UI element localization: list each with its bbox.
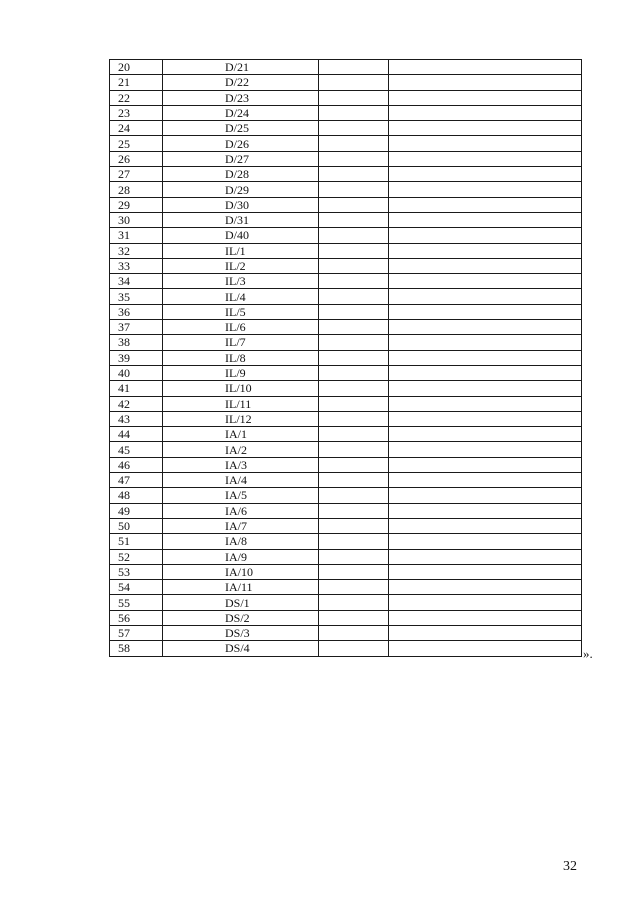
blank-cell-b (389, 335, 582, 350)
table-row (110, 274, 582, 289)
row-number-cell: 30 (110, 212, 163, 227)
blank-cell-b (389, 488, 582, 503)
code-cell: IL/7 (163, 335, 319, 350)
page-number: 32 (563, 859, 577, 874)
code-cell: IL/10 (163, 381, 319, 396)
blank-cell-b (389, 396, 582, 411)
blank-cell-a (319, 396, 389, 411)
code-cell: IA/4 (163, 473, 319, 488)
table-row (110, 365, 582, 380)
code-cell: D/27 (163, 151, 319, 166)
blank-cell-a (319, 610, 389, 625)
blank-cell-a (319, 503, 389, 518)
table-row (110, 427, 582, 442)
blank-cell-b (389, 503, 582, 518)
code-cell: DS/2 (163, 610, 319, 625)
code-cell: IL/4 (163, 289, 319, 304)
table-row (110, 641, 582, 656)
closing-quote-mark: ». (583, 646, 593, 661)
register-table-body (110, 60, 582, 657)
row-number-cell: 53 (110, 564, 163, 579)
table-row (110, 228, 582, 243)
row-number-cell: 55 (110, 595, 163, 610)
row-number-cell: 57 (110, 625, 163, 640)
row-number-cell: 52 (110, 549, 163, 564)
table-row (110, 473, 582, 488)
code-cell: IL/12 (163, 411, 319, 426)
blank-cell-a (319, 304, 389, 319)
blank-cell-b (389, 641, 582, 656)
row-number-cell: 50 (110, 518, 163, 533)
blank-cell-b (389, 121, 582, 136)
code-cell: IA/2 (163, 442, 319, 457)
blank-cell-a (319, 136, 389, 151)
row-number-cell: 51 (110, 534, 163, 549)
table-row (110, 304, 582, 319)
row-number-cell: 35 (110, 289, 163, 304)
blank-cell-a (319, 580, 389, 595)
code-cell: IA/1 (163, 427, 319, 442)
blank-cell-b (389, 197, 582, 212)
code-cell: IL/9 (163, 365, 319, 380)
table-row (110, 320, 582, 335)
blank-cell-a (319, 457, 389, 472)
code-cell: D/31 (163, 212, 319, 227)
code-cell: D/28 (163, 167, 319, 182)
row-number-cell: 26 (110, 151, 163, 166)
code-cell: DS/1 (163, 595, 319, 610)
row-number-cell: 58 (110, 641, 163, 656)
table-row (110, 197, 582, 212)
blank-cell-b (389, 304, 582, 319)
blank-cell-b (389, 90, 582, 105)
table-row (110, 105, 582, 120)
blank-cell-a (319, 350, 389, 365)
code-cell: IL/6 (163, 320, 319, 335)
table-row (110, 411, 582, 426)
blank-cell-b (389, 60, 582, 75)
code-cell: D/24 (163, 105, 319, 120)
blank-cell-b (389, 243, 582, 258)
code-cell: IL/1 (163, 243, 319, 258)
blank-cell-a (319, 289, 389, 304)
table-row (110, 518, 582, 533)
table-row (110, 610, 582, 625)
blank-cell-b (389, 381, 582, 396)
blank-cell-a (319, 595, 389, 610)
row-number-cell: 49 (110, 503, 163, 518)
table-row (110, 549, 582, 564)
row-number-cell: 24 (110, 121, 163, 136)
row-number-cell: 34 (110, 274, 163, 289)
table-row (110, 243, 582, 258)
blank-cell-a (319, 641, 389, 656)
blank-cell-b (389, 365, 582, 380)
blank-cell-b (389, 258, 582, 273)
blank-cell-a (319, 518, 389, 533)
blank-cell-b (389, 549, 582, 564)
code-cell: IA/7 (163, 518, 319, 533)
blank-cell-b (389, 442, 582, 457)
table-row (110, 60, 582, 75)
row-number-cell: 46 (110, 457, 163, 472)
code-cell: DS/3 (163, 625, 319, 640)
code-cell: IA/5 (163, 488, 319, 503)
row-number-cell: 37 (110, 320, 163, 335)
blank-cell-a (319, 243, 389, 258)
row-number-cell: 43 (110, 411, 163, 426)
table-row (110, 564, 582, 579)
blank-cell-a (319, 151, 389, 166)
code-cell: DS/4 (163, 641, 319, 656)
row-number-cell: 54 (110, 580, 163, 595)
row-number-cell: 31 (110, 228, 163, 243)
blank-cell-b (389, 580, 582, 595)
blank-cell-a (319, 197, 389, 212)
code-cell: IA/10 (163, 564, 319, 579)
blank-cell-b (389, 320, 582, 335)
blank-cell-b (389, 136, 582, 151)
code-cell: IA/8 (163, 534, 319, 549)
blank-cell-b (389, 411, 582, 426)
blank-cell-a (319, 167, 389, 182)
table-row (110, 580, 582, 595)
blank-cell-b (389, 610, 582, 625)
blank-cell-a (319, 381, 389, 396)
table-row (110, 258, 582, 273)
code-cell: IL/5 (163, 304, 319, 319)
blank-cell-b (389, 212, 582, 227)
row-number-cell: 40 (110, 365, 163, 380)
table-row (110, 151, 582, 166)
register-table (109, 59, 582, 657)
blank-cell-b (389, 518, 582, 533)
row-number-cell: 39 (110, 350, 163, 365)
blank-cell-a (319, 625, 389, 640)
table-row (110, 75, 582, 90)
blank-cell-a (319, 411, 389, 426)
blank-cell-b (389, 564, 582, 579)
row-number-cell: 22 (110, 90, 163, 105)
table-row (110, 381, 582, 396)
blank-cell-b (389, 473, 582, 488)
code-cell: D/40 (163, 228, 319, 243)
table-row (110, 121, 582, 136)
blank-cell-b (389, 595, 582, 610)
table-row (110, 136, 582, 151)
row-number-cell: 32 (110, 243, 163, 258)
row-number-cell: 47 (110, 473, 163, 488)
blank-cell-a (319, 212, 389, 227)
blank-cell-b (389, 289, 582, 304)
row-number-cell: 33 (110, 258, 163, 273)
blank-cell-a (319, 488, 389, 503)
blank-cell-a (319, 228, 389, 243)
blank-cell-b (389, 274, 582, 289)
blank-cell-a (319, 335, 389, 350)
code-cell: D/23 (163, 90, 319, 105)
blank-cell-a (319, 320, 389, 335)
blank-cell-b (389, 182, 582, 197)
table-row (110, 595, 582, 610)
code-cell: IA/6 (163, 503, 319, 518)
code-cell: IL/2 (163, 258, 319, 273)
table-row (110, 167, 582, 182)
table-row (110, 212, 582, 227)
code-cell: IL/8 (163, 350, 319, 365)
blank-cell-a (319, 274, 389, 289)
table-row (110, 503, 582, 518)
blank-cell-a (319, 365, 389, 380)
blank-cell-a (319, 473, 389, 488)
blank-cell-a (319, 75, 389, 90)
blank-cell-a (319, 105, 389, 120)
code-cell: IL/3 (163, 274, 319, 289)
row-number-cell: 42 (110, 396, 163, 411)
row-number-cell: 25 (110, 136, 163, 151)
row-number-cell: 28 (110, 182, 163, 197)
code-cell: D/21 (163, 60, 319, 75)
code-cell: D/25 (163, 121, 319, 136)
code-cell: D/26 (163, 136, 319, 151)
blank-cell-a (319, 564, 389, 579)
row-number-cell: 27 (110, 167, 163, 182)
row-number-cell: 29 (110, 197, 163, 212)
table-row (110, 396, 582, 411)
blank-cell-b (389, 151, 582, 166)
table-row (110, 488, 582, 503)
code-cell: IL/11 (163, 396, 319, 411)
blank-cell-b (389, 105, 582, 120)
code-cell: D/29 (163, 182, 319, 197)
blank-cell-b (389, 75, 582, 90)
code-cell: IA/9 (163, 549, 319, 564)
table-row (110, 442, 582, 457)
blank-cell-a (319, 90, 389, 105)
table-row (110, 625, 582, 640)
row-number-cell: 21 (110, 75, 163, 90)
code-cell: IA/11 (163, 580, 319, 595)
row-number-cell: 23 (110, 105, 163, 120)
row-number-cell: 20 (110, 60, 163, 75)
code-cell: D/22 (163, 75, 319, 90)
blank-cell-a (319, 60, 389, 75)
row-number-cell: 45 (110, 442, 163, 457)
row-number-cell: 48 (110, 488, 163, 503)
blank-cell-b (389, 625, 582, 640)
row-number-cell: 36 (110, 304, 163, 319)
blank-cell-b (389, 427, 582, 442)
table-row (110, 90, 582, 105)
code-cell: IA/3 (163, 457, 319, 472)
blank-cell-b (389, 167, 582, 182)
code-cell: D/30 (163, 197, 319, 212)
row-number-cell: 41 (110, 381, 163, 396)
blank-cell-b (389, 534, 582, 549)
blank-cell-a (319, 427, 389, 442)
blank-cell-a (319, 549, 389, 564)
row-number-cell: 56 (110, 610, 163, 625)
blank-cell-b (389, 228, 582, 243)
blank-cell-a (319, 121, 389, 136)
table-row (110, 182, 582, 197)
blank-cell-a (319, 258, 389, 273)
table-row (110, 457, 582, 472)
blank-cell-a (319, 442, 389, 457)
table-row (110, 289, 582, 304)
table-row (110, 350, 582, 365)
blank-cell-a (319, 182, 389, 197)
blank-cell-a (319, 534, 389, 549)
row-number-cell: 38 (110, 335, 163, 350)
blank-cell-b (389, 457, 582, 472)
blank-cell-b (389, 350, 582, 365)
table-row (110, 335, 582, 350)
row-number-cell: 44 (110, 427, 163, 442)
table-row (110, 534, 582, 549)
